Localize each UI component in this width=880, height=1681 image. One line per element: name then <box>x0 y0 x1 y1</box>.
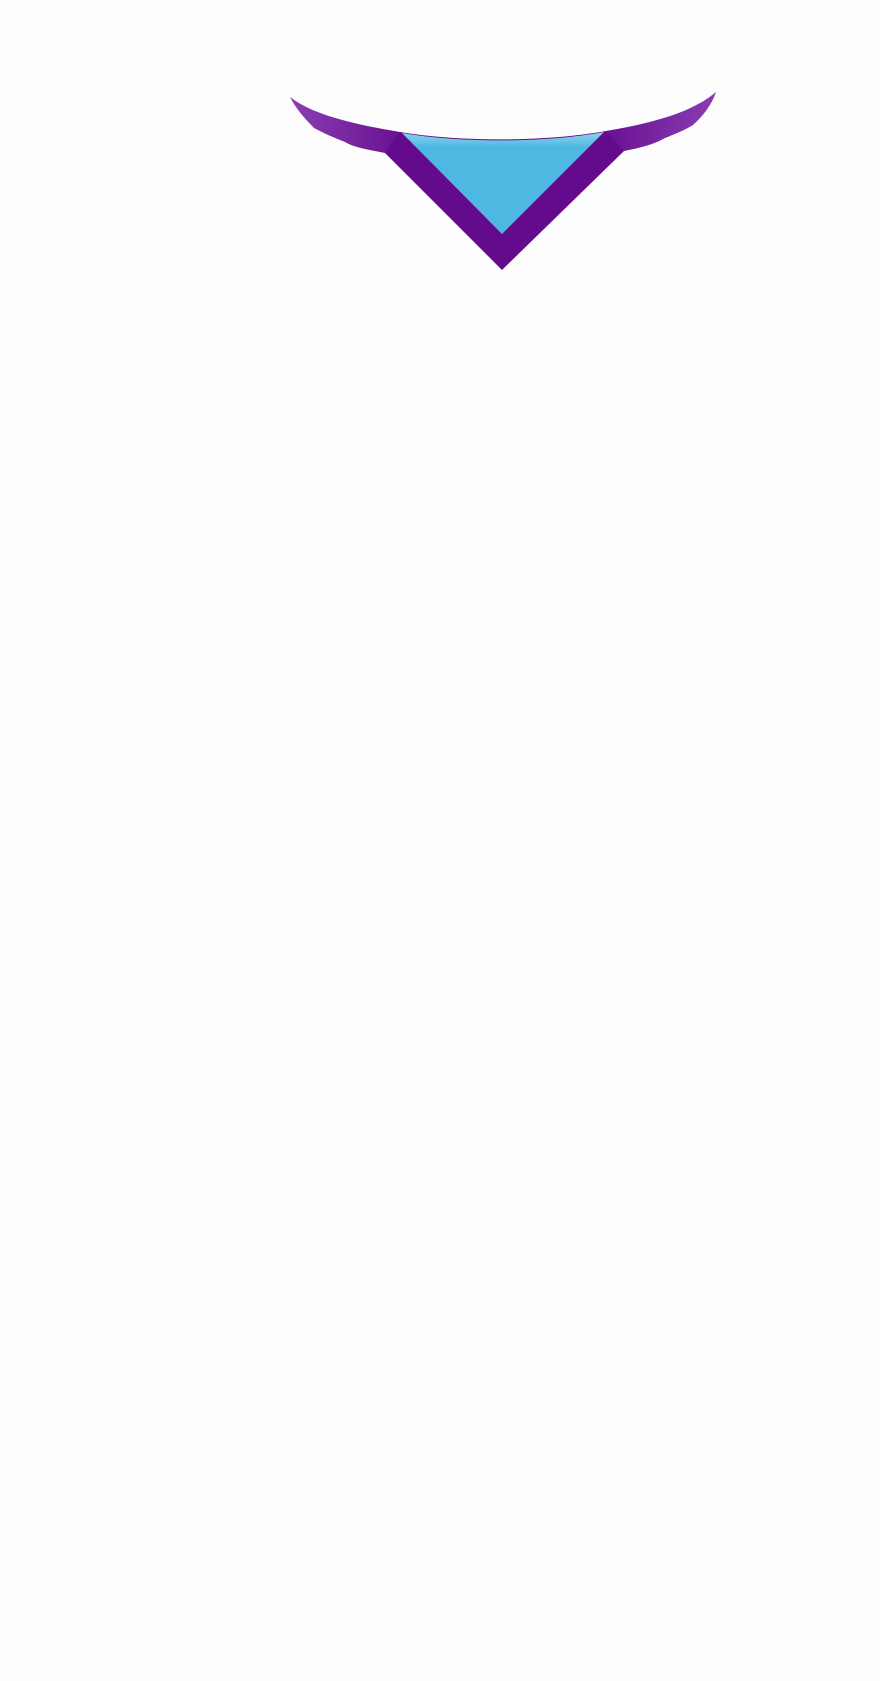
neckerchief-graphic <box>0 0 880 1681</box>
